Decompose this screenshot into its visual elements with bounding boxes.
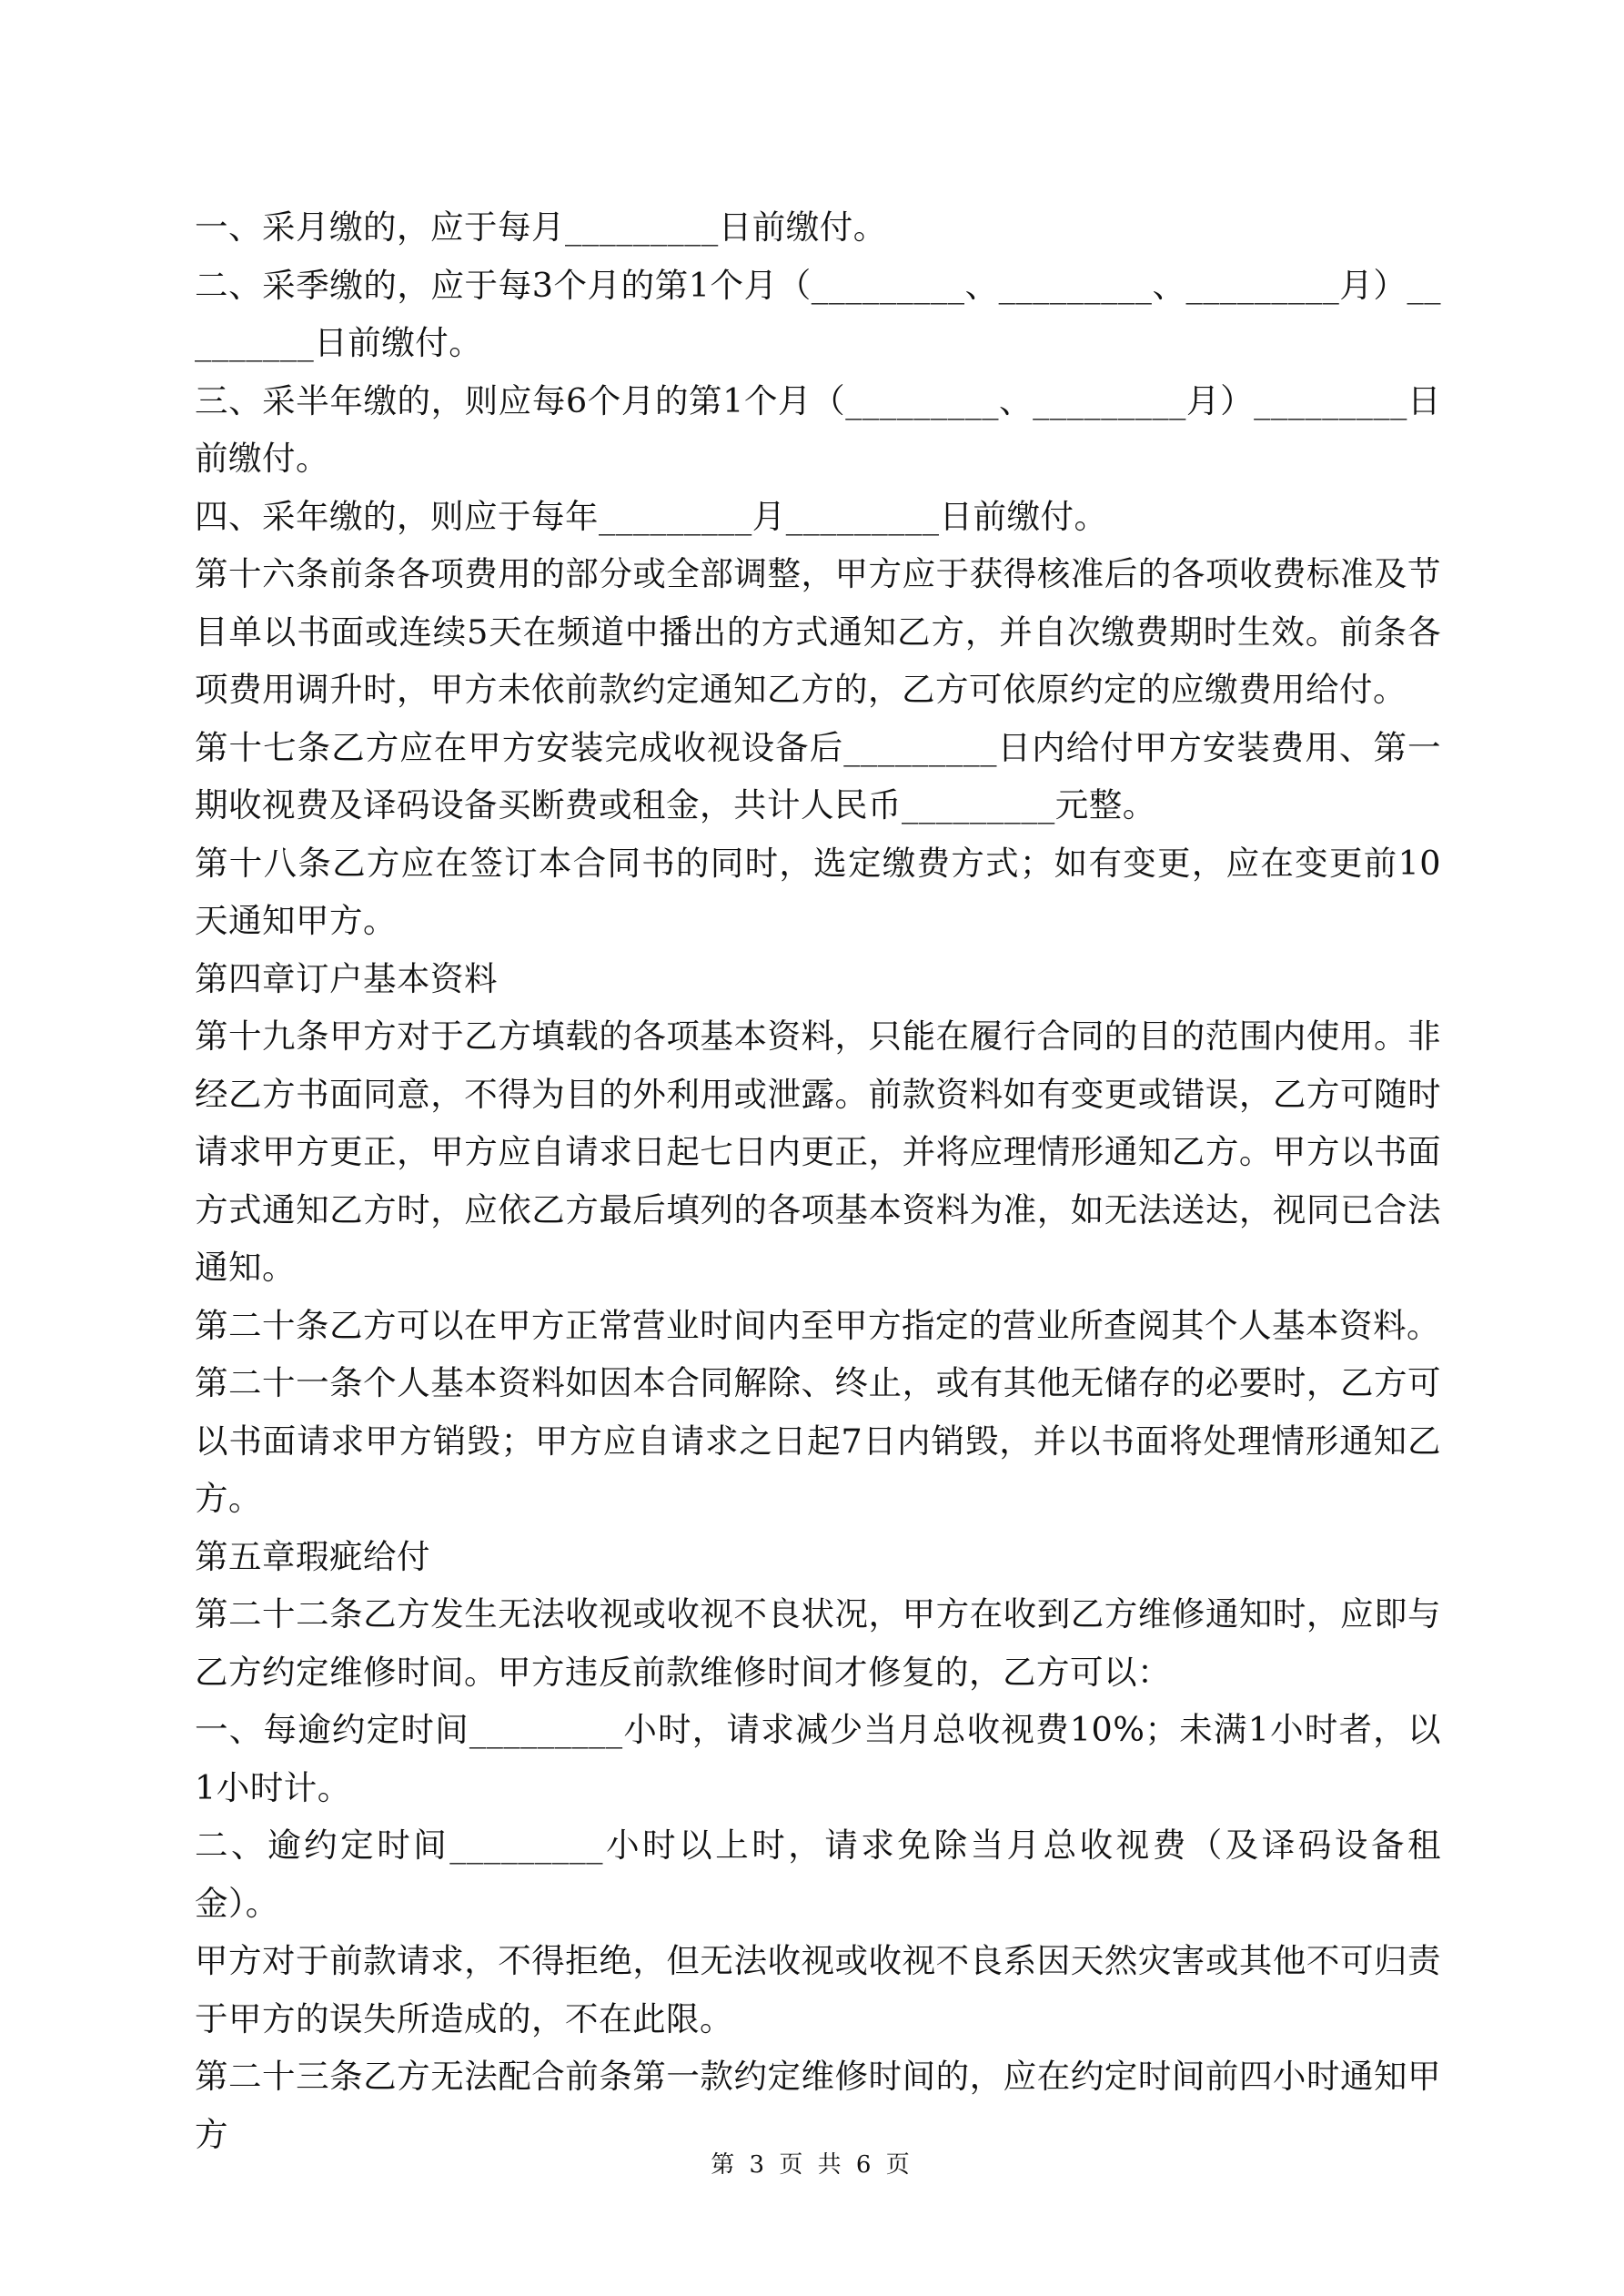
paragraph: 第十九条甲方对于乙方填载的各项基本资料，只能在履行合同的目的范围内使用。非经乙方书面同意，不得为目的外利用或泄露。前款资料如有变更或错误，乙方可随时请求甲方更正，甲方应自请求日起七日内更正，并将应理情形通知乙方。甲方以书面方式通知乙方时，应依乙方最后填列的各项基本资料为准，如无法送达，视同已合法通知。 [195, 1017, 1441, 1287]
paragraph: 四、采年缴的，则应于每年_________月_________日前缴付。 [195, 496, 1108, 536]
paragraph: 二、逾约定时间_________小时以上时，请求免除当月总收视费（及译码设备租金）。 [195, 1826, 1441, 1923]
paragraph: 第二十一条个人基本资料如因本合同解除、终止，或有其他无储存的必要时，乙方可以书面请求甲方销毁；甲方应自请求之日起7日内销毁，并以书面将处理情形通知乙方。 [195, 1363, 1441, 1518]
paragraph: 三、采半年缴的，则应每6个月的第1个月（_________、_________月）_________日前缴付。 [195, 380, 1441, 478]
paragraph: 第十八条乙方应在签订本合同书的同时，选定缴费方式；如有变更，应在变更前10天通知甲方。 [195, 843, 1441, 940]
paragraph: 第十六条前条各项费用的部分或全部调整，甲方应于获得核准后的各项收费标准及节目单以书面或连续5天在频道中播出的方式通知乙方，并自次缴费期时生效。前条各项费用调升时，甲方未依前款约定通知乙方的，乙方可依原约定的应缴费用给付。 [195, 554, 1441, 709]
paragraph: 二、采季缴的，应于每3个月的第1个月（_________、_________、_________月）_________日前缴付。 [195, 265, 1441, 362]
page-number-footer: 第 3 页 共 6 页 [711, 2151, 913, 2179]
paragraph: 第二十三条乙方无法配合前条第一款约定维修时间的，应在约定时间前四小时通知甲方 [195, 2057, 1441, 2154]
paragraph: 第十七条乙方应在甲方安装完成收视设备后_________日内给付甲方安装费用、第一期收视费及译码设备买断费或租金，共计人民币_________元整。 [195, 727, 1441, 824]
paragraph: 一、每逾约定时间_________小时，请求减少当月总收视费10%；未满1小时者，以1小时计。 [195, 1710, 1441, 1807]
chapter-heading: 第五章瑕疵给付 [195, 1536, 430, 1576]
paragraph: 第二十条乙方可以在甲方正常营业时间内至甲方指定的营业所查阅其个人基本资料。 [195, 1305, 1440, 1345]
chapter-heading: 第四章订户基本资料 [195, 958, 498, 998]
paragraph: 一、采月缴的，应于每月_________日前缴付。 [195, 207, 887, 247]
document-body [195, 198, 1441, 2163]
paragraph: 第二十二条乙方发生无法收视或收视不良状况，甲方在收到乙方维修通知时，应即与乙方约定维修时间。甲方违反前款维修时间才修复的，乙方可以： [195, 1594, 1441, 1692]
paragraph: 甲方对于前款请求，不得拒绝，但无法收视或收视不良系因天然灾害或其他不可归责于甲方的误失所造成的，不在此限。 [195, 1941, 1441, 2038]
